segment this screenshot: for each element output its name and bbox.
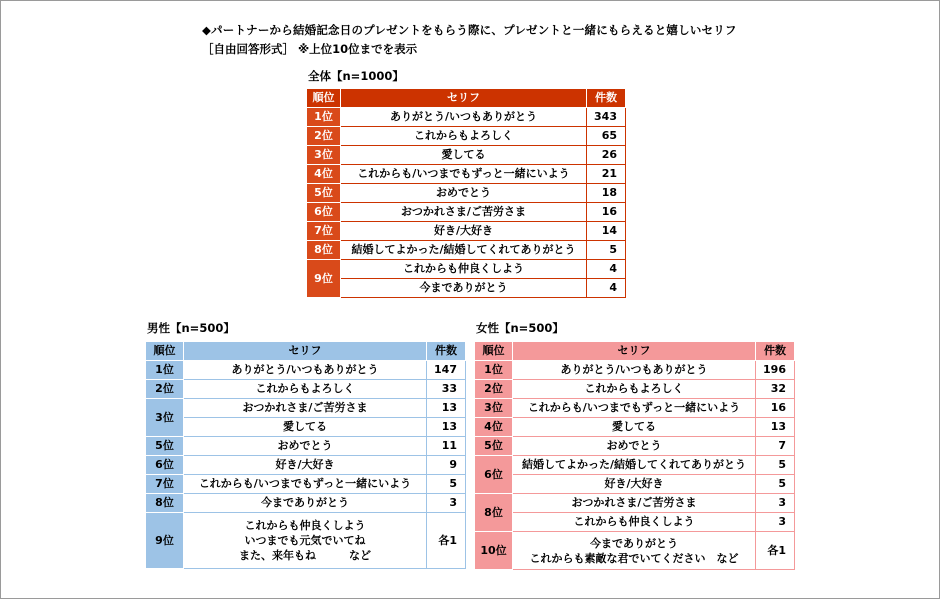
header-count: 件数 <box>587 89 626 108</box>
table-header-row <box>307 89 626 108</box>
phrase-cell <box>513 532 756 570</box>
header-rank: 順位 <box>475 342 513 361</box>
phrase-cell: これからもよろしく <box>513 380 756 399</box>
phrase-line: また、来年もね など <box>239 549 371 562</box>
count-cell: 147 <box>427 361 466 380</box>
header-phrase: セリフ <box>513 342 756 361</box>
rank-cell: 7位 <box>146 475 184 494</box>
phrase-cell <box>184 513 427 569</box>
count-cell: 13 <box>427 399 466 418</box>
table-row <box>146 494 466 513</box>
rank-cell: 5位 <box>475 437 513 456</box>
table-row <box>307 203 626 222</box>
table-header-row <box>475 342 795 361</box>
count-cell: 14 <box>587 222 626 241</box>
rank-cell: 3位 <box>475 399 513 418</box>
rank-cell: 6位 <box>307 203 341 222</box>
phrase-cell: 今までありがとう <box>184 494 427 513</box>
rank-cell: 5位 <box>146 437 184 456</box>
count-cell: 343 <box>587 108 626 127</box>
table-row <box>475 361 795 380</box>
phrase-cell: 好き/大好き <box>184 456 427 475</box>
table-row <box>307 279 626 298</box>
rank-cell: 8位 <box>475 494 513 532</box>
phrase-cell: 今までありがとう <box>341 279 587 298</box>
phrase-cell: これからも/いつまでもずっと一緒にいよう <box>513 399 756 418</box>
header-phrase: セリフ <box>341 89 587 108</box>
female-label: 女性【n=500】 <box>476 321 564 335</box>
header-rank: 順位 <box>307 89 341 108</box>
rank-cell: 1位 <box>146 361 184 380</box>
phrase-cell: 結婚してよかった/結婚してくれてありがとう <box>341 241 587 260</box>
table-row <box>307 108 626 127</box>
count-cell: 3 <box>756 494 795 513</box>
count-cell: 18 <box>587 184 626 203</box>
rank-cell: 3位 <box>146 399 184 437</box>
count-cell: 5 <box>756 475 795 494</box>
table-row <box>475 513 795 532</box>
phrase-line: 今までありがとう <box>590 536 678 550</box>
phrase-cell: 結婚してよかった/結婚してくれてありがとう <box>513 456 756 475</box>
male-table <box>145 341 466 569</box>
phrase-cell: おめでとう <box>184 437 427 456</box>
phrase-cell: 好き/大好き <box>513 475 756 494</box>
count-cell: 16 <box>756 399 795 418</box>
table-row <box>146 380 466 399</box>
phrase-cell: 愛してる <box>341 146 587 165</box>
count-cell: 26 <box>587 146 626 165</box>
table-row <box>475 456 795 475</box>
count-cell: 11 <box>427 437 466 456</box>
header-count: 件数 <box>756 342 795 361</box>
table-row <box>146 475 466 494</box>
rank-cell: 8位 <box>146 494 184 513</box>
overall-table <box>306 88 626 298</box>
count-cell: 13 <box>756 418 795 437</box>
rank-cell: 2位 <box>475 380 513 399</box>
rank-cell: 3位 <box>307 146 341 165</box>
table-row <box>307 241 626 260</box>
phrase-cell: 愛してる <box>513 418 756 437</box>
rank-cell: 1位 <box>307 108 341 127</box>
phrase-cell: これからもよろしく <box>184 380 427 399</box>
count-cell: 3 <box>756 513 795 532</box>
phrase-cell: 好き/大好き <box>341 222 587 241</box>
phrase-cell: おつかれさま/ご苦労さま <box>184 399 427 418</box>
table-row <box>307 146 626 165</box>
phrase-cell: これからも/いつまでもずっと一緒にいよう <box>341 165 587 184</box>
rank-cell: 9位 <box>307 260 341 298</box>
count-cell: 5 <box>756 456 795 475</box>
phrase-cell: おつかれさま/ご苦労さま <box>341 203 587 222</box>
phrase-cell: ありがとう/いつもありがとう <box>184 361 427 380</box>
count-cell: 21 <box>587 165 626 184</box>
phrase-line: これからも素敵な君でいてください など <box>529 551 739 565</box>
count-cell: 各1 <box>756 532 795 570</box>
rank-cell: 2位 <box>146 380 184 399</box>
rank-cell: 7位 <box>307 222 341 241</box>
table-row <box>146 437 466 456</box>
table-row <box>146 361 466 380</box>
page-title: ◆パートナーから結婚記念日のプレゼントをもらう際に、プレゼントと一緒にもらえると嬉しいセリフ <box>202 23 737 37</box>
table-row <box>146 418 466 437</box>
phrase-cell: これからも仲良くしよう <box>513 513 756 532</box>
count-cell: 196 <box>756 361 795 380</box>
count-cell: 5 <box>427 475 466 494</box>
count-cell: 各1 <box>427 513 466 569</box>
table-row <box>146 513 466 569</box>
male-label: 男性【n=500】 <box>147 321 235 335</box>
phrase-cell: 愛してる <box>184 418 427 437</box>
rank-cell: 4位 <box>307 165 341 184</box>
count-cell: 5 <box>587 241 626 260</box>
table-header-row <box>146 342 466 361</box>
page-subtitle: ［自由回答形式］ ※上位10位までを表示 <box>202 42 418 56</box>
phrase-cell: これからも/いつまでもずっと一緒にいよう <box>184 475 427 494</box>
count-cell: 3 <box>427 494 466 513</box>
table-row <box>307 260 626 279</box>
rank-cell: 10位 <box>475 532 513 570</box>
phrase-cell: おつかれさま/ご苦労さま <box>513 494 756 513</box>
rank-cell: 2位 <box>307 127 341 146</box>
rank-cell: 5位 <box>307 184 341 203</box>
phrase-cell: ありがとう/いつもありがとう <box>513 361 756 380</box>
phrase-cell: おめでとう <box>513 437 756 456</box>
rank-cell: 9位 <box>146 513 184 569</box>
table-row <box>307 222 626 241</box>
count-cell: 33 <box>427 380 466 399</box>
table-row <box>475 399 795 418</box>
header-count: 件数 <box>427 342 466 361</box>
count-cell: 7 <box>756 437 795 456</box>
count-cell: 32 <box>756 380 795 399</box>
table-row <box>307 184 626 203</box>
table-row <box>146 399 466 418</box>
female-table <box>474 341 795 570</box>
table-row <box>475 532 795 570</box>
phrase-cell: これからもよろしく <box>341 127 587 146</box>
phrase-cell: おめでとう <box>341 184 587 203</box>
count-cell: 9 <box>427 456 466 475</box>
count-cell: 13 <box>427 418 466 437</box>
table-row <box>475 418 795 437</box>
table-row <box>146 456 466 475</box>
table-row <box>475 437 795 456</box>
table-row <box>475 475 795 494</box>
count-cell: 65 <box>587 127 626 146</box>
rank-cell: 4位 <box>475 418 513 437</box>
rank-cell: 6位 <box>146 456 184 475</box>
table-row <box>475 494 795 513</box>
rank-cell: 1位 <box>475 361 513 380</box>
table-row <box>307 127 626 146</box>
phrase-cell: ありがとう/いつもありがとう <box>341 108 587 127</box>
count-cell: 4 <box>587 260 626 279</box>
count-cell: 4 <box>587 279 626 298</box>
phrase-line: いつまでも元気でいてね <box>244 534 366 547</box>
overall-label: 全体【n=1000】 <box>308 69 404 83</box>
rank-cell: 6位 <box>475 456 513 494</box>
phrase-line: これからも仲良くしよう <box>244 519 366 532</box>
table-row <box>475 380 795 399</box>
rank-cell: 8位 <box>307 241 341 260</box>
header-rank: 順位 <box>146 342 184 361</box>
phrase-cell: これからも仲良くしよう <box>341 260 587 279</box>
header-phrase: セリフ <box>184 342 427 361</box>
count-cell: 16 <box>587 203 626 222</box>
table-row <box>307 165 626 184</box>
